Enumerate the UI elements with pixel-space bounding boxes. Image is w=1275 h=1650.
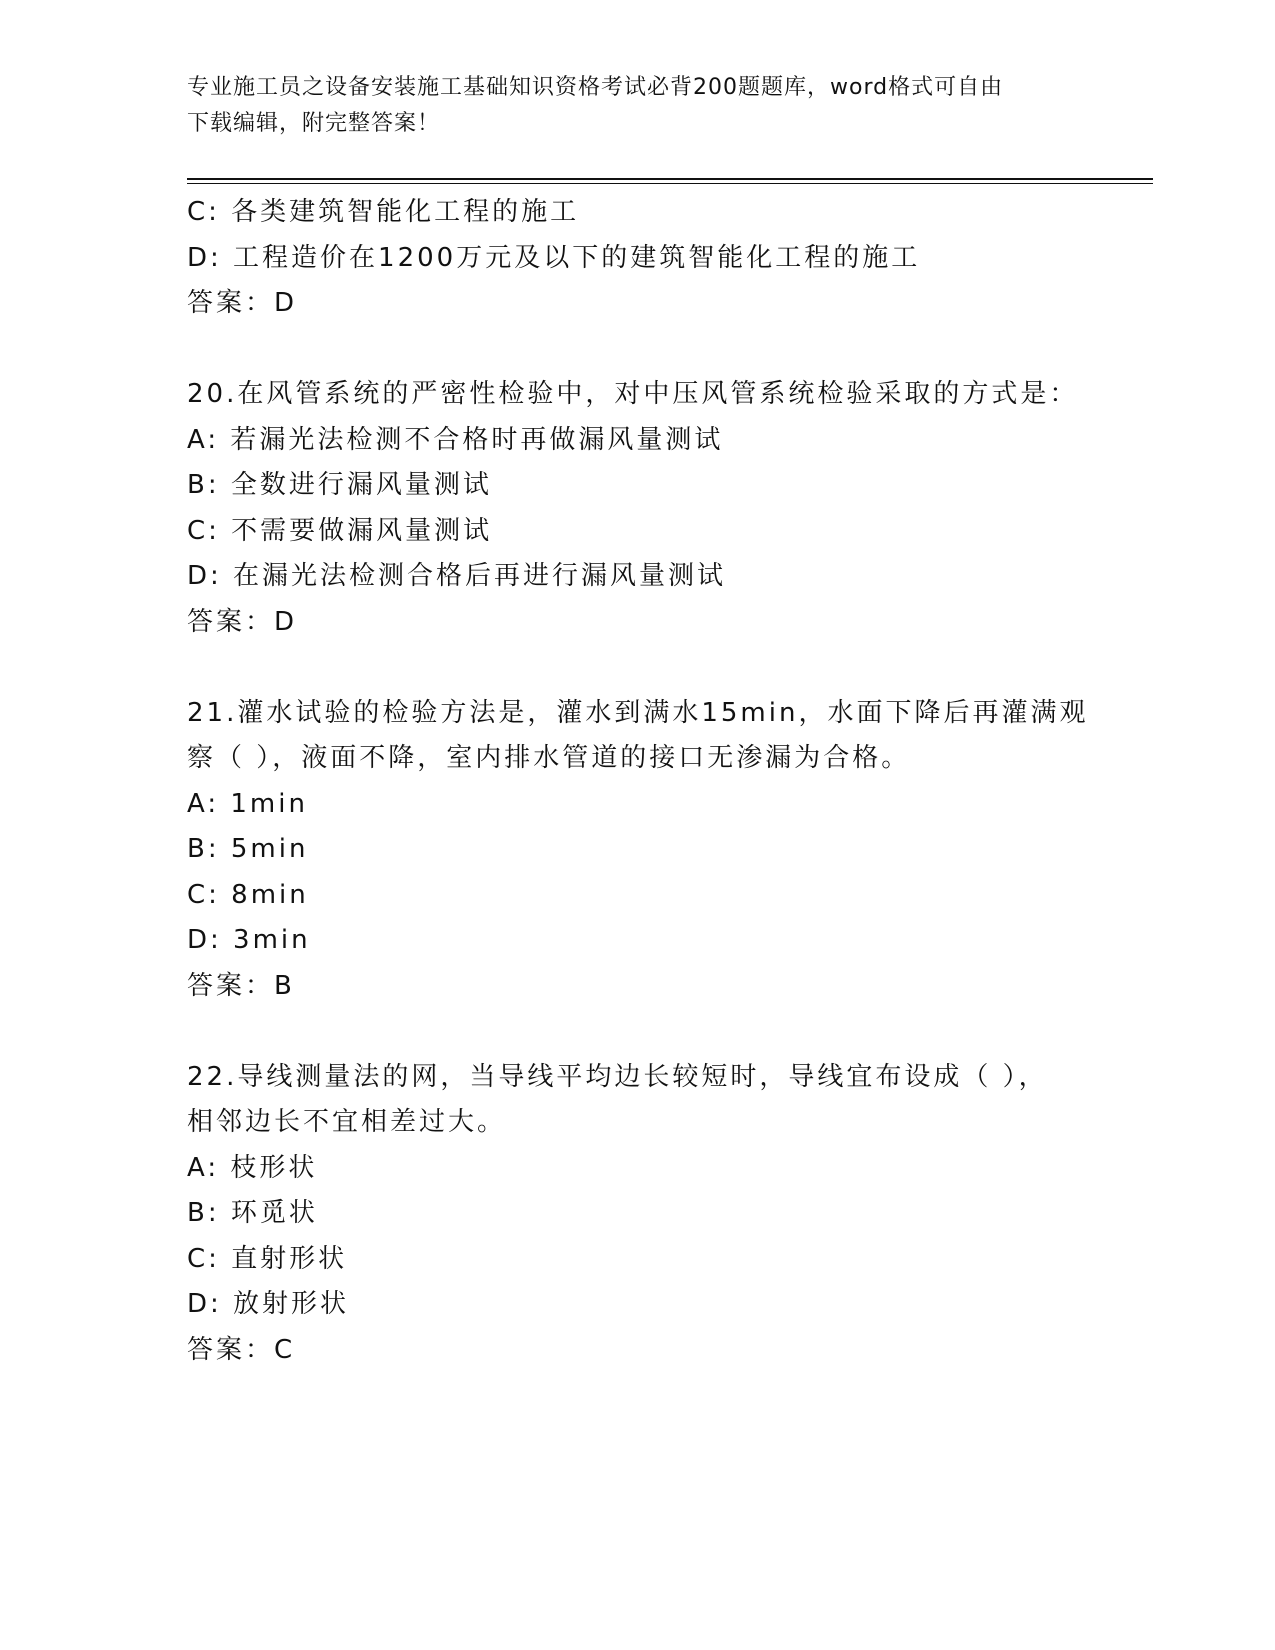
spacer (187, 645, 1087, 691)
question-22 (187, 1055, 1087, 1374)
answer-line: 答案：C (187, 1334, 296, 1365)
option-a: A: 1min (187, 788, 308, 819)
question-stem: 20.在风管系统的严密性检验中，对中压风管系统检验采取的方式是： (187, 379, 1079, 409)
answer-line: 答案：D (187, 288, 298, 318)
option-d: D: 工程造价在1200万元及以下的建筑智能化工程的施工 (187, 242, 921, 273)
question-20 (187, 372, 1087, 645)
carryover-question (187, 190, 1087, 327)
question-stem: 21.灌水试验的检验方法是，灌水到满水15min，水面下降后再灌满观 (187, 697, 1089, 728)
option-d: D: 3min (187, 925, 311, 955)
question-stem-continued: 察（ ），液面不降，室内排水管道的接口无渗漏为合格。 (187, 743, 911, 773)
option-c: C: 各类建筑智能化工程的施工 (187, 197, 580, 227)
option-a: A: 若漏光法检测不合格时再做漏风量测试 (187, 424, 724, 455)
document-body (187, 190, 1087, 1373)
option-c: C: 8min (187, 879, 309, 910)
option-c: C: 直射形状 (187, 1243, 348, 1274)
option-b: B: 全数进行漏风量测试 (187, 470, 492, 500)
document-header: 专业施工员之设备安装施工基础知识资格考试必背200题题库，word格式可自由 下载编辑，附完整答案！ (187, 75, 1004, 136)
option-d: D: 在漏光法检测合格后再进行漏风量测试 (187, 561, 727, 591)
spacer (187, 1009, 1087, 1055)
option-a: A: 枝形状 (187, 1152, 318, 1183)
header-rule-thin (187, 183, 1153, 184)
spacer (187, 327, 1087, 373)
question-stem-continued: 相邻边长不宜相差过大。 (187, 1107, 507, 1137)
option-c: C: 不需要做漏风量测试 (187, 515, 493, 546)
question-stem: 22.导线测量法的网，当导线平均边长较短时，导线宜布设成（ ）， (187, 1061, 1048, 1092)
answer-line: 答案：B (187, 970, 295, 1001)
option-d: D: 放射形状 (187, 1289, 350, 1319)
answer-line: 答案：D (187, 606, 298, 637)
question-21 (187, 691, 1087, 1010)
option-b: B: 环觅状 (187, 1198, 318, 1228)
header-rule-thick (187, 178, 1153, 180)
option-b: B: 5min (187, 834, 309, 864)
